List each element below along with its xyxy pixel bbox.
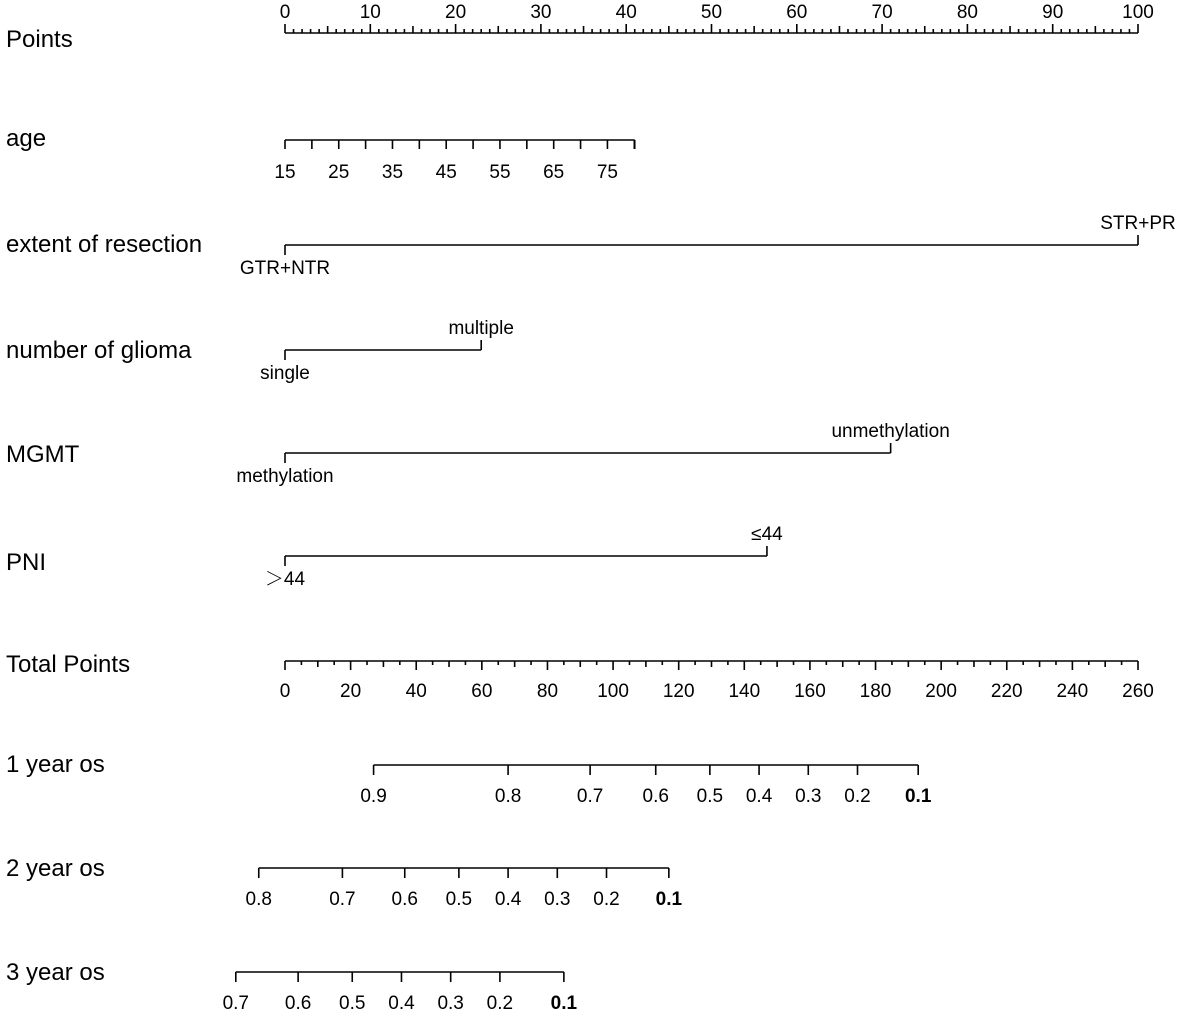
3-year-os-tick-label: 0.1 bbox=[550, 993, 578, 1014]
age-label: age bbox=[6, 125, 47, 152]
extent-of-resection-label: extent of resection bbox=[6, 231, 203, 258]
points-axis-label: Points bbox=[6, 26, 73, 53]
2-year-os-tick-label: 0.3 bbox=[544, 889, 571, 910]
2-year-os-tick-label: 0.4 bbox=[494, 889, 522, 910]
total-points-tick-label: 40 bbox=[405, 681, 427, 702]
total-points-tick-label: 20 bbox=[340, 681, 362, 702]
2-year-os-tick-label: 0.2 bbox=[593, 889, 620, 910]
points-tick-label: 20 bbox=[445, 2, 467, 23]
1-year-os-tick-label: 0.4 bbox=[745, 786, 773, 807]
points-tick-label: 70 bbox=[871, 2, 893, 23]
2-year-os-tick-label: 0.6 bbox=[391, 889, 418, 910]
age-tick-label: 55 bbox=[489, 162, 511, 183]
total-points-tick-label: 120 bbox=[662, 681, 695, 702]
extent-of-resection-level-label: GTR+NTR bbox=[239, 258, 331, 279]
1-year-os-tick-label: 0.6 bbox=[642, 786, 669, 807]
total-points-tick-label: 60 bbox=[471, 681, 493, 702]
total-points-tick-label: 240 bbox=[1056, 681, 1089, 702]
total-points-tick-label: 220 bbox=[990, 681, 1023, 702]
pni-label: PNI bbox=[6, 549, 47, 576]
mgmt-level-label: methylation bbox=[236, 466, 334, 487]
total-points-tick-label: 140 bbox=[728, 681, 761, 702]
3-year-os-tick-label: 0.3 bbox=[437, 993, 464, 1014]
points-tick-label: 30 bbox=[530, 2, 552, 23]
3-year-os-tick-label: 0.4 bbox=[388, 993, 415, 1014]
points-tick-label: 90 bbox=[1042, 2, 1064, 23]
total-points-tick-label: 100 bbox=[597, 681, 629, 702]
1-year-os-tick-label: 0.5 bbox=[696, 786, 724, 807]
total-points-tick-label: 260 bbox=[1122, 681, 1154, 702]
3-year-os-tick-label: 0.5 bbox=[339, 993, 366, 1014]
3-year-os-label: 3 year os bbox=[6, 959, 105, 986]
pni-level-label: ＞44 bbox=[264, 569, 306, 590]
1-year-os-tick-label: 0.8 bbox=[494, 786, 522, 807]
2-year-os-tick-label: 0.7 bbox=[329, 889, 356, 910]
total-points-axis-label: Total Points bbox=[6, 651, 131, 678]
points-tick-label: 0 bbox=[279, 2, 291, 23]
mgmt-label: MGMT bbox=[6, 441, 80, 468]
age-tick-label: 65 bbox=[543, 162, 565, 183]
1-year-os-tick-label: 0.2 bbox=[844, 786, 871, 807]
number-of-glioma-level-label: multiple bbox=[448, 318, 514, 339]
3-year-os-tick-label: 0.6 bbox=[284, 993, 312, 1014]
total-points-tick-label: 0 bbox=[279, 681, 291, 702]
number-of-glioma-label: number of glioma bbox=[6, 337, 192, 364]
1-year-os-tick-label: 0.1 bbox=[904, 786, 932, 807]
extent-of-resection-level-label: STR+PR bbox=[1100, 213, 1176, 234]
points-tick-label: 60 bbox=[786, 2, 808, 23]
1-year-os-label: 1 year os bbox=[6, 751, 105, 778]
points-tick-label: 50 bbox=[700, 2, 723, 23]
1-year-os-tick-label: 0.9 bbox=[360, 786, 387, 807]
pni-level-label: ≤44 bbox=[751, 524, 783, 545]
2-year-os-label: 2 year os bbox=[6, 855, 105, 882]
age-tick-label: 75 bbox=[596, 162, 619, 183]
points-tick-label: 100 bbox=[1122, 2, 1154, 23]
number-of-glioma-level-label: single bbox=[260, 363, 310, 384]
age-tick-label: 45 bbox=[435, 162, 457, 183]
mgmt-level-label: unmethylation bbox=[831, 421, 950, 442]
total-points-tick-label: 160 bbox=[794, 681, 826, 702]
total-points-tick-label: 200 bbox=[925, 681, 958, 702]
points-tick-label: 80 bbox=[956, 2, 978, 23]
3-year-os-tick-label: 0.7 bbox=[222, 993, 249, 1014]
1-year-os-tick-label: 0.7 bbox=[576, 786, 604, 807]
age-tick-label: 35 bbox=[381, 162, 404, 183]
1-year-os-tick-label: 0.3 bbox=[795, 786, 822, 807]
2-year-os-tick-label: 0.1 bbox=[655, 889, 683, 910]
age-tick-label: 25 bbox=[328, 162, 350, 183]
2-year-os-tick-label: 0.8 bbox=[245, 889, 272, 910]
total-points-tick-label: 180 bbox=[859, 681, 892, 702]
points-tick-label: 10 bbox=[359, 2, 381, 23]
total-points-tick-label: 80 bbox=[536, 681, 559, 702]
age-tick-label: 15 bbox=[274, 162, 296, 183]
2-year-os-tick-label: 0.5 bbox=[445, 889, 473, 910]
3-year-os-tick-label: 0.2 bbox=[486, 993, 514, 1014]
points-tick-label: 40 bbox=[615, 2, 637, 23]
